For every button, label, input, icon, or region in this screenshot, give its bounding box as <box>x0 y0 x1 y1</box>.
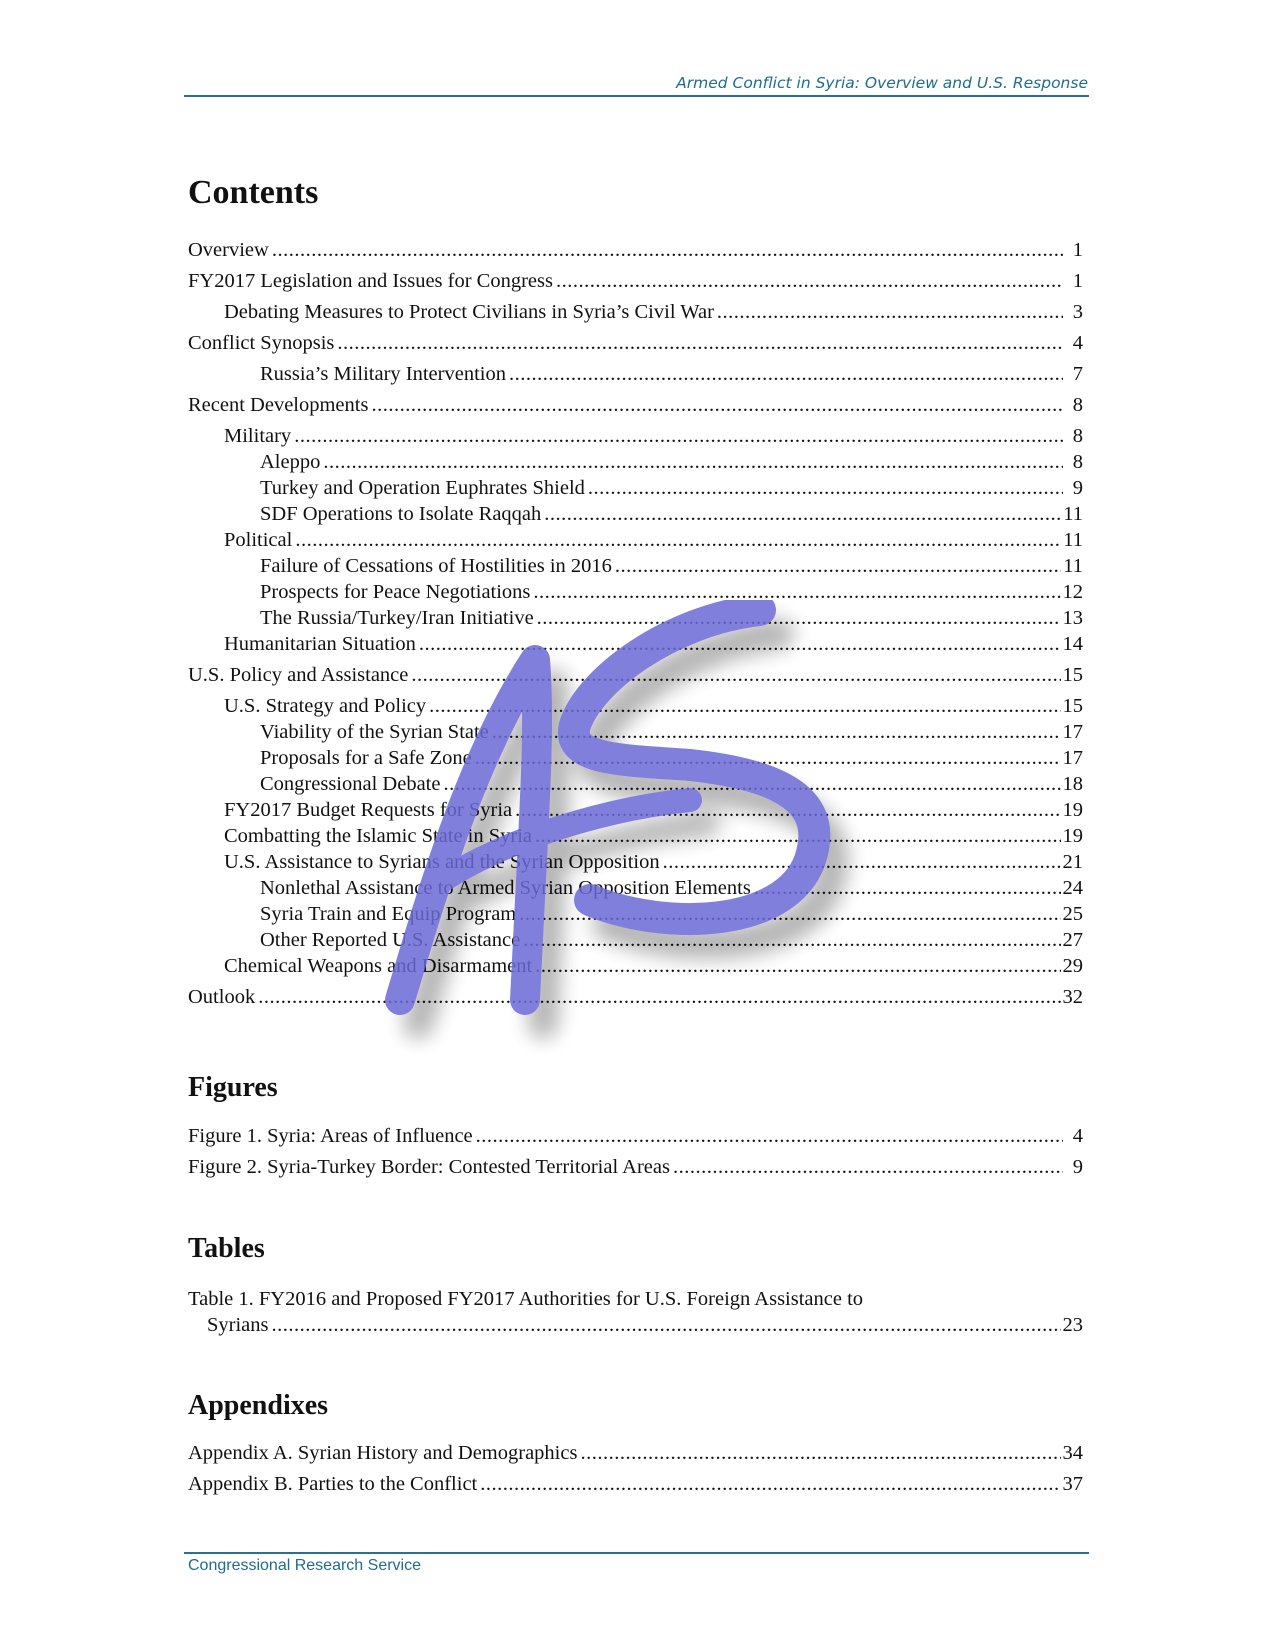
dot-leader <box>429 694 1060 718</box>
toc-entry-page: 4 <box>1072 332 1083 354</box>
toc-entry[interactable] <box>224 300 1083 324</box>
toc-entry-page: 17 <box>1062 721 1083 743</box>
toc-entry-page: 9 <box>1072 477 1083 499</box>
toc-entry[interactable] <box>188 269 1083 293</box>
toc-entry-label: Military <box>224 425 292 447</box>
dot-leader <box>754 876 1061 900</box>
toc-entry-label: Failure of Cessations of Hostilities in 2016 <box>260 555 612 577</box>
toc-entry-page: 21 <box>1062 851 1083 873</box>
toc-entry-page: 15 <box>1062 664 1083 686</box>
figure-entry-page: 4 <box>1072 1125 1083 1147</box>
toc-entry-label: FY2017 Budget Requests for Syria <box>224 799 513 821</box>
appendixes-heading: Appendixes <box>188 1390 329 1421</box>
dot-leader <box>294 424 1063 448</box>
table-entry-label-continued: Syrians <box>207 1314 269 1336</box>
toc-entry[interactable] <box>260 720 1083 744</box>
toc-entry-label: Nonlethal Assistance to Armed Syrian Opposition Elements <box>260 877 751 899</box>
dot-leader <box>717 300 1063 324</box>
toc-entry-page: 11 <box>1063 555 1083 577</box>
toc-entry-page: 32 <box>1062 986 1083 1008</box>
dot-leader <box>419 632 1061 656</box>
toc-entry[interactable] <box>188 663 1083 687</box>
dot-leader <box>475 746 1061 770</box>
toc-entry-label: Congressional Debate <box>260 773 441 795</box>
toc-entry-page: 3 <box>1072 301 1083 323</box>
dot-leader <box>544 502 1061 526</box>
footer-rule <box>184 1552 1089 1554</box>
appendix-entry-page: 37 <box>1062 1473 1083 1495</box>
dot-leader <box>509 362 1063 386</box>
dot-leader <box>492 720 1061 744</box>
appendix-entry-label: Appendix A. Syrian History and Demographics <box>188 1442 578 1464</box>
toc-entry-label: Proposals for a Safe Zone <box>260 747 472 769</box>
figure-entry-label: Figure 1. Syria: Areas of Influence <box>188 1125 473 1147</box>
toc-entry[interactable] <box>224 424 1083 448</box>
toc-entry-label: Overview <box>188 239 269 261</box>
table-entry-label[interactable]: Table 1. FY2016 and Proposed FY2017 Authorities for U.S. Foreign Assistance to <box>188 1288 864 1310</box>
toc-entry-page: 7 <box>1072 363 1083 385</box>
toc-entry-page: 25 <box>1062 903 1083 925</box>
toc-entry[interactable] <box>260 876 1083 900</box>
toc-entry-page: 1 <box>1072 239 1083 261</box>
toc-entry-page: 29 <box>1062 955 1083 977</box>
figure-entry-label: Figure 2. Syria-Turkey Border: Contested Territorial Areas <box>188 1156 670 1178</box>
toc-entry[interactable] <box>260 362 1083 386</box>
toc-entry-page: 8 <box>1072 451 1083 473</box>
running-header-title: Armed Conflict in Syria: Overview and U.S. Response <box>676 74 1088 92</box>
toc-entry-page: 14 <box>1062 633 1083 655</box>
toc-entry-label: FY2017 Legislation and Issues for Congress <box>188 270 553 292</box>
toc-entry[interactable] <box>188 331 1083 355</box>
toc-entry-label: Turkey and Operation Euphrates Shield <box>260 477 585 499</box>
dot-leader <box>663 850 1061 874</box>
tables-heading: Tables <box>188 1233 265 1264</box>
dot-leader <box>411 663 1060 687</box>
appendix-entry[interactable] <box>188 1441 1083 1465</box>
figure-entry-page: 9 <box>1072 1156 1083 1178</box>
toc-entry-page: 24 <box>1062 877 1083 899</box>
toc-entry-label: Political <box>224 529 293 551</box>
toc-entry-page: 19 <box>1062 799 1083 821</box>
dot-leader <box>272 1313 1061 1337</box>
dot-leader <box>519 902 1060 926</box>
table-entry-page: 23 <box>1062 1314 1083 1336</box>
dot-leader <box>673 1155 1063 1179</box>
toc-entry-page: 11 <box>1063 503 1083 525</box>
toc-entry-label: The Russia/Turkey/Iran Initiative <box>260 607 534 629</box>
dot-leader <box>323 450 1063 474</box>
toc-entry[interactable] <box>188 238 1083 262</box>
toc-entry-label: Outlook <box>188 986 256 1008</box>
toc-entry-label: Prospects for Peace Negotiations <box>260 581 531 603</box>
dot-leader <box>476 1124 1063 1148</box>
toc-entry-label: Conflict Synopsis <box>188 332 335 354</box>
dot-leader <box>337 331 1063 355</box>
toc-entry[interactable] <box>260 606 1083 630</box>
dot-leader <box>480 1472 1060 1496</box>
dot-leader <box>443 772 1060 796</box>
toc-entry-label: U.S. Policy and Assistance <box>188 664 409 686</box>
dot-leader <box>295 528 1061 552</box>
dot-leader <box>371 393 1063 417</box>
toc-entry[interactable] <box>224 528 1083 552</box>
dot-leader <box>537 606 1061 630</box>
dot-leader <box>272 238 1063 262</box>
contents-heading: Contents <box>188 174 319 211</box>
toc-entry[interactable] <box>224 850 1083 874</box>
toc-entry-page: 18 <box>1062 773 1083 795</box>
toc-entry-label: Viability of the Syrian State <box>260 721 489 743</box>
toc-entry[interactable] <box>260 746 1083 770</box>
toc-entry-label: Chemical Weapons and Disarmament <box>224 955 533 977</box>
toc-entry-label: Combatting the Islamic State in Syria <box>224 825 533 847</box>
footer-text: Congressional Research Service <box>188 1557 421 1574</box>
toc-entry-label: Debating Measures to Protect Civilians in Syria’s Civil War <box>224 301 714 323</box>
toc-entry[interactable] <box>260 928 1083 952</box>
toc-entry[interactable] <box>224 824 1083 848</box>
toc-entry[interactable] <box>224 798 1083 822</box>
toc-entry-label: U.S. Assistance to Syrians and the Syrian Opposition <box>224 851 660 873</box>
dot-leader <box>556 269 1063 293</box>
toc-entry-label: Russia’s Military Intervention <box>260 363 506 385</box>
toc-entry[interactable] <box>260 476 1083 500</box>
appendix-entry-page: 34 <box>1062 1442 1083 1464</box>
dot-leader <box>535 824 1060 848</box>
toc-entry-label: Aleppo <box>260 451 321 473</box>
toc-entry-page: 27 <box>1062 929 1083 951</box>
dot-leader <box>515 798 1060 822</box>
toc-entry-page: 19 <box>1062 825 1083 847</box>
appendix-entry[interactable] <box>188 1472 1083 1496</box>
figure-entry[interactable] <box>188 1124 1083 1148</box>
table-entry[interactable] <box>207 1313 1083 1337</box>
toc-entry-page: 17 <box>1062 747 1083 769</box>
figures-heading: Figures <box>188 1072 278 1103</box>
dot-leader <box>533 580 1060 604</box>
toc-entry-page: 15 <box>1062 695 1083 717</box>
toc-entry[interactable] <box>260 580 1083 604</box>
toc-entry-page: 1 <box>1072 270 1083 292</box>
toc-entry-page: 13 <box>1062 607 1083 629</box>
figure-entry[interactable] <box>188 1155 1083 1179</box>
appendix-entry-label: Appendix B. Parties to the Conflict <box>188 1473 478 1495</box>
toc-entry[interactable] <box>260 450 1083 474</box>
toc-entry[interactable] <box>188 985 1083 1009</box>
toc-entry[interactable] <box>224 694 1083 718</box>
toc-entry-page: 12 <box>1062 581 1083 603</box>
dot-leader <box>588 476 1063 500</box>
toc-entry-label: SDF Operations to Isolate Raqqah <box>260 503 542 525</box>
dot-leader <box>580 1441 1060 1465</box>
toc-entry[interactable] <box>260 554 1083 578</box>
toc-entry-page: 11 <box>1063 529 1083 551</box>
dot-leader <box>523 928 1060 952</box>
dot-leader <box>615 554 1061 578</box>
toc-entry[interactable] <box>260 772 1083 796</box>
toc-entry[interactable] <box>188 393 1083 417</box>
toc-entry-label: Syria Train and Equip Program <box>260 903 517 925</box>
toc-entry[interactable] <box>224 954 1083 978</box>
toc-entry-page: 8 <box>1072 425 1083 447</box>
toc-entry-label: U.S. Strategy and Policy <box>224 695 427 717</box>
dot-leader <box>258 985 1060 1009</box>
dot-leader <box>535 954 1060 978</box>
toc-entry[interactable] <box>260 502 1083 526</box>
toc-entry-label: Other Reported U.S. Assistance <box>260 929 521 951</box>
toc-entry-page: 8 <box>1072 394 1083 416</box>
toc-entry[interactable] <box>224 632 1083 656</box>
toc-entry-label: Recent Developments <box>188 394 369 416</box>
toc-entry-label: Humanitarian Situation <box>224 633 416 655</box>
header-rule <box>184 95 1089 97</box>
toc-entry[interactable] <box>260 902 1083 926</box>
